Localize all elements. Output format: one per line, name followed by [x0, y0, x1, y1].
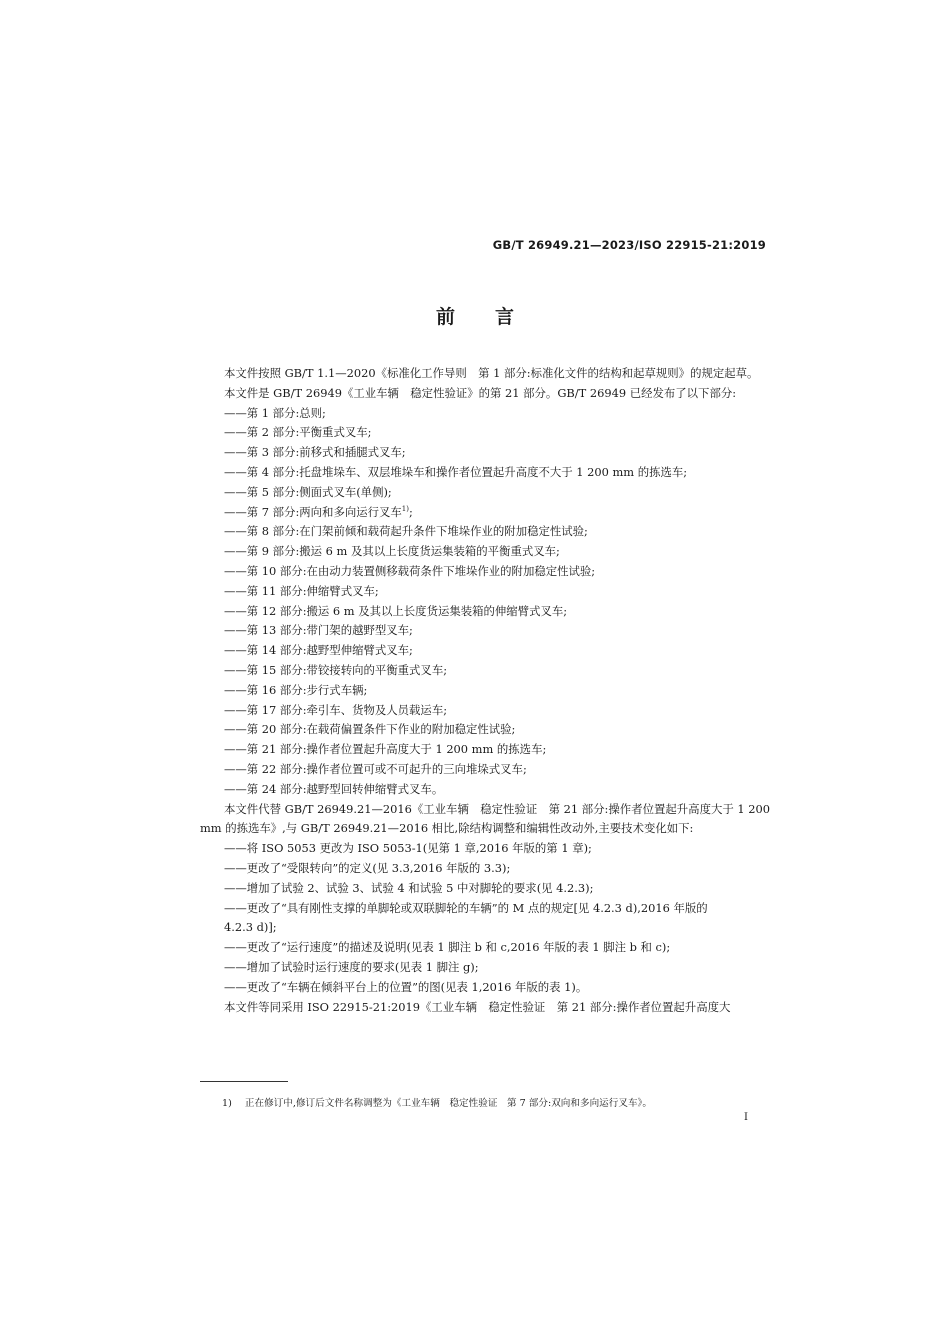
page-title: 前言 [435, 306, 554, 328]
footnote [222, 1095, 652, 1109]
list-item: ——第 3 部分:前移式和插腿式叉车; [224, 445, 406, 460]
list-item: ——更改了“车辆在倾斜平台上的位置”的图(见表 1,2016 年版的表 1)。 [224, 979, 588, 994]
list-item: ——第 20 部分:在载荷偏置条件下作业的附加稳定性试验; [224, 722, 516, 737]
list-item: ——第 5 部分:侧面式叉车(单侧); [224, 484, 392, 499]
list-item-text: ——第 7 部分:两向和多向运行叉车 [224, 504, 402, 519]
list-item: ——更改了“具有刚性支撑的单脚轮或双联脚轮的车辆”的 M 点的规定[见 4.2.3 d),2016 年版的 [224, 900, 708, 915]
list-item-part-7 [200, 503, 770, 523]
list-item-tail: ; [408, 504, 413, 519]
list-item: ——将 ISO 5053 更改为 ISO 5053-1(见第 1 章,2016 年版的第 1 章); [224, 841, 592, 856]
list-item-continuation: 4.2.3 d)]; [224, 920, 277, 935]
parts-list [200, 404, 770, 800]
list-item: ——第 13 部分:带门架的越野型叉车; [224, 623, 413, 638]
list-item: ——第 21 部分:操作者位置起升高度大于 1 200 mm 的拣选车; [224, 742, 547, 757]
footnote-text: 正在修订中,修订后文件名称调整为《工业车辆 稳定性验证 第 7 部分:双向和多向运行叉车》。 [244, 1098, 652, 1109]
list-item: ——第 11 部分:伸缩臂式叉车; [224, 583, 379, 598]
paragraph-drafting-rules: 本文件按照 GB/T 1.1—2020《标准化工作导则 第 1 部分:标准化文件的结构和起草规则》的规定起草。 [224, 366, 759, 380]
paragraph-identical-adoption: 本文件等同采用 ISO 22915-21:2019《工业车辆 稳定性验证 第 21 部分:操作者位置起升高度大 [224, 999, 731, 1014]
list-item: ——第 24 部分:越野型回转伸缩臂式叉车。 [224, 781, 444, 796]
list-item: ——第 10 部分:在由动力装置侧移载荷条件下堆垛作业的附加稳定性试验; [224, 563, 596, 578]
list-item: ——第 4 部分:托盘堆垛车、双层堆垛车和操作者位置起升高度不大于 1 200 mm 的拣选车; [224, 464, 688, 479]
list-item: ——第 14 部分:越野型伸缩臂式叉车; [224, 643, 413, 658]
footnote-mark: 1) [222, 1098, 232, 1109]
list-item: ——更改了“受限转向”的定义(见 3.3,2016 年版的 3.3); [224, 860, 511, 875]
list-item: ——增加了试验时运行速度的要求(见表 1 脚注 g); [224, 959, 479, 974]
list-item: ——第 17 部分:牵引车、货物及人员载运车; [224, 702, 448, 717]
list-item: ——第 8 部分:在门架前倾和载荷起升条件下堆垛作业的附加稳定性试验; [224, 524, 588, 539]
standard-code-header: GB/T 26949.21—2023/ISO 22915-21:2019 [492, 238, 766, 252]
list-item: ——第 12 部分:搬运 6 m 及其以上长度货运集装箱的伸缩臂式叉车; [224, 603, 568, 618]
footnote-reference: 1) [401, 504, 409, 513]
document-body [200, 364, 770, 1017]
footnote-divider [200, 1081, 288, 1082]
paragraph-series-intro: 本文件是 GB/T 26949《工业车辆 稳定性验证》的第 21 部分。GB/T 26949 已经发布了以下部分: [224, 385, 737, 400]
changes-list [200, 839, 770, 997]
list-item: ——第 15 部分:带铰接转向的平衡重式叉车; [224, 662, 448, 677]
list-item: ——第 1 部分:总则; [224, 405, 326, 420]
list-item: ——增加了试验 2、试验 3、试验 4 和试验 5 中对脚轮的要求(见 4.2.3); [224, 880, 594, 895]
list-item: ——第 16 部分:步行式车辆; [224, 682, 368, 697]
list-item: ——第 22 部分:操作者位置可或不可起升的三向堆垛式叉车; [224, 761, 527, 776]
list-item: ——第 2 部分:平衡重式叉车; [224, 425, 372, 440]
list-item: ——更改了“运行速度”的描述及说明(见表 1 脚注 b 和 c,2016 年版的表 1 脚注 b 和 c); [224, 940, 671, 955]
paragraph-replacement-notice: 本文件代替 GB/T 26949.21—2016《工业车辆 稳定性验证 第 21 部分:操作者位置起升高度大于 1 200 mm 的拣选车》,与 GB/T 26949.21—2016 相比,除结构调整和编辑性改动外,主要技术变化如下: [200, 801, 770, 836]
page-number: I [744, 1112, 748, 1123]
list-item: ——第 9 部分:搬运 6 m 及其以上长度货运集装箱的平衡重式叉车; [224, 544, 560, 559]
